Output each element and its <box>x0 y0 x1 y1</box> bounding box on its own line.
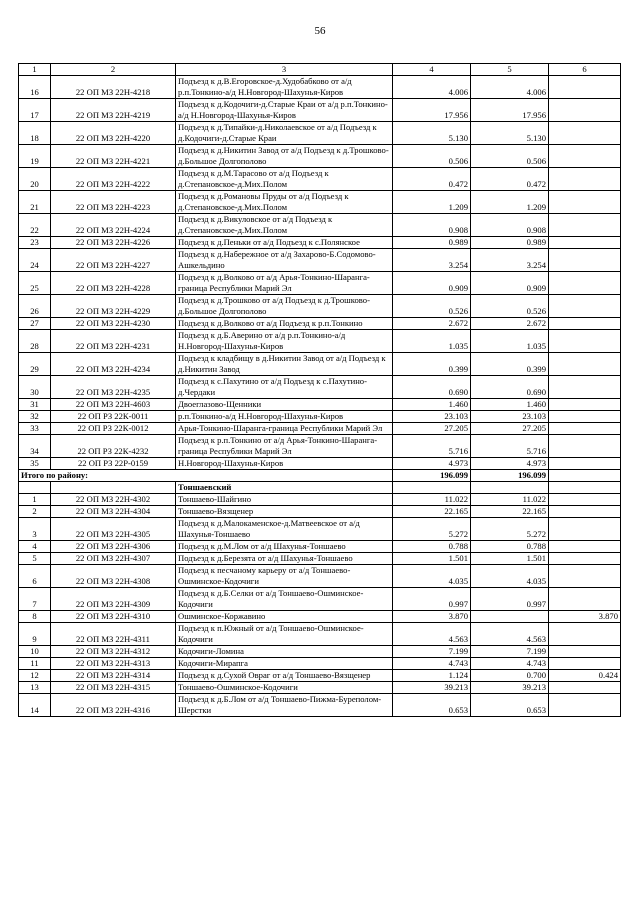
row-number: 13 <box>19 682 51 694</box>
column-header: 5 <box>471 64 549 76</box>
table-row <box>19 272 621 295</box>
road-name: Подъезд к р.п.Тонкино от а/д Арья-Тонкино-Шаранга-граница Республики Марий Эл <box>176 435 393 458</box>
road-name: Кодочиги-Ломина <box>176 646 393 658</box>
road-name: Подъезд к д.Пеньки от а/д Подъезд к с.Полянское <box>176 237 393 249</box>
column-6 <box>549 145 621 168</box>
column-4: 0.399 <box>393 353 471 376</box>
row-number: 23 <box>19 237 51 249</box>
column-5: 11.022 <box>471 494 549 506</box>
table-row <box>19 553 621 565</box>
column-6 <box>549 435 621 458</box>
road-name: р.п.Тонкино-а/д Н.Новгород-Шахунья-Киров <box>176 411 393 423</box>
district-total-row <box>19 470 621 482</box>
row-number: 19 <box>19 145 51 168</box>
column-4: 5.716 <box>393 435 471 458</box>
page-number: 56 <box>314 25 326 37</box>
column-6 <box>549 506 621 518</box>
road-name: Подъезд к песчаному карьеру от а/д Тоншаево-Ошминское-Кодочиги <box>176 565 393 588</box>
column-4 <box>393 482 471 494</box>
column-5 <box>471 611 549 623</box>
column-6 <box>549 122 621 145</box>
road-code: 22 ОП МЗ 22Н-4312 <box>51 646 176 658</box>
row-number: 18 <box>19 122 51 145</box>
column-6: 3.870 <box>549 611 621 623</box>
road-name: Подъезд к д.Никитин Завод от а/д Подъезд к д.Трошково-д.Большое Долгополово <box>176 145 393 168</box>
road-name: Арья-Тонкино-Шаранга-граница Республики Марий Эл <box>176 423 393 435</box>
column-6 <box>549 658 621 670</box>
column-6 <box>549 646 621 658</box>
road-code: 22 ОП МЗ 22Н-4229 <box>51 295 176 318</box>
road-name: Кодочиги-Мирапга <box>176 658 393 670</box>
column-6 <box>549 623 621 646</box>
column-5: 0.506 <box>471 145 549 168</box>
road-code: 22 ОП МЗ 22Н-4308 <box>51 565 176 588</box>
road-code: 22 ОП МЗ 22Н-4305 <box>51 518 176 541</box>
table-row <box>19 423 621 435</box>
table-row <box>19 435 621 458</box>
column-6 <box>549 272 621 295</box>
table-row <box>19 458 621 470</box>
road-name: Двоеглазово-Щенники <box>176 399 393 411</box>
road-code: 22 ОП МЗ 22Н-4603 <box>51 399 176 411</box>
row-number: 22 <box>19 214 51 237</box>
row-number: 16 <box>19 76 51 99</box>
table-row <box>19 506 621 518</box>
row-number: 6 <box>19 565 51 588</box>
total-column-4: 196.099 <box>393 470 471 482</box>
column-5: 0.788 <box>471 541 549 553</box>
row-number: 17 <box>19 99 51 122</box>
row-number: 32 <box>19 411 51 423</box>
column-4: 1.124 <box>393 670 471 682</box>
column-6 <box>549 330 621 353</box>
column-header: 2 <box>51 64 176 76</box>
column-5: 4.973 <box>471 458 549 470</box>
column-4: 0.989 <box>393 237 471 249</box>
road-code: 22 ОП МЗ 22Н-4310 <box>51 611 176 623</box>
table-row <box>19 145 621 168</box>
column-4: 5.272 <box>393 518 471 541</box>
road-name: Н.Новгород-Шахунья-Киров <box>176 458 393 470</box>
road-name: Подъезд к д.В.Егоровское-д.Худобабково от а/д р.п.Тонкино-а/д Н.Новгород-Шахунья-Киров <box>176 76 393 99</box>
road-code: 22 ОП МЗ 22Н-4304 <box>51 506 176 518</box>
table-row <box>19 541 621 553</box>
road-name: Подъезд к д.Малокаменское-д.Матвеевское от а/д Шахунья-Тоншаево <box>176 518 393 541</box>
table-row <box>19 399 621 411</box>
road-code: 22 ОП МЗ 22Н-4227 <box>51 249 176 272</box>
column-6 <box>549 76 621 99</box>
road-code: 22 ОП МЗ 22Н-4307 <box>51 553 176 565</box>
table-row <box>19 623 621 646</box>
table-row <box>19 611 621 623</box>
row-number: 26 <box>19 295 51 318</box>
column-6 <box>549 295 621 318</box>
column-header: 6 <box>549 64 621 76</box>
column-6 <box>549 694 621 717</box>
road-name: Подъезд к д.М.Лом от а/д Шахунья-Тоншаево <box>176 541 393 553</box>
road-code: 22 ОП МЗ 22Н-4314 <box>51 670 176 682</box>
road-code: 22 ОП МЗ 22Н-4302 <box>51 494 176 506</box>
road-code: 22 ОП МЗ 22Н-4219 <box>51 99 176 122</box>
column-6 <box>549 423 621 435</box>
column-6: 0.424 <box>549 670 621 682</box>
column-5: 0.997 <box>471 588 549 611</box>
row-number: 10 <box>19 646 51 658</box>
table-row <box>19 99 621 122</box>
column-5: 39.213 <box>471 682 549 694</box>
road-code: 22 ОП МЗ 22Н-4311 <box>51 623 176 646</box>
road-name: Подъезд к д.Набережное от а/д Захарово-Б.Содомово-Ашкельдино <box>176 249 393 272</box>
table-row <box>19 122 621 145</box>
column-4: 0.788 <box>393 541 471 553</box>
road-code: 22 ОП МЗ 22Н-4218 <box>51 76 176 99</box>
road-name: Подъезд к д.Кодочиги-д.Старые Краи от а/д р.п.Тонкино-а/д Н.Новгород-Шахунья-Киров <box>176 99 393 122</box>
column-5: 4.563 <box>471 623 549 646</box>
row-number: 3 <box>19 518 51 541</box>
table-row <box>19 191 621 214</box>
road-code: 22 ОП МЗ 22Н-4234 <box>51 353 176 376</box>
column-6 <box>549 249 621 272</box>
column-5: 4.035 <box>471 565 549 588</box>
column-4: 0.908 <box>393 214 471 237</box>
row-number: 31 <box>19 399 51 411</box>
column-4: 4.743 <box>393 658 471 670</box>
column-5: 1.460 <box>471 399 549 411</box>
table-row <box>19 588 621 611</box>
column-4: 4.973 <box>393 458 471 470</box>
row-number: 11 <box>19 658 51 670</box>
road-code: 22 ОП РЗ 22Р-0159 <box>51 458 176 470</box>
row-number: 7 <box>19 588 51 611</box>
column-5: 0.989 <box>471 237 549 249</box>
column-5: 22.165 <box>471 506 549 518</box>
table-row <box>19 411 621 423</box>
column-5 <box>471 482 549 494</box>
table-row <box>19 353 621 376</box>
column-4: 11.022 <box>393 494 471 506</box>
total-label: Итого по району: <box>19 470 393 482</box>
column-6 <box>549 565 621 588</box>
road-code: 22 ОП МЗ 22Н-4309 <box>51 588 176 611</box>
road-code: 22 ОП МЗ 22Н-4313 <box>51 658 176 670</box>
column-5: 5.272 <box>471 518 549 541</box>
road-code: 22 ОП РЗ 22К-0011 <box>51 411 176 423</box>
column-6 <box>549 588 621 611</box>
column-header: 4 <box>393 64 471 76</box>
road-code: 22 ОП РЗ 22К-4232 <box>51 435 176 458</box>
column-6 <box>549 411 621 423</box>
column-5: 3.254 <box>471 249 549 272</box>
column-5: 27.205 <box>471 423 549 435</box>
column-5: 0.690 <box>471 376 549 399</box>
column-6 <box>549 541 621 553</box>
column-6 <box>549 518 621 541</box>
column-4: 1.460 <box>393 399 471 411</box>
column-4: 3.870 <box>393 611 471 623</box>
column-4: 0.653 <box>393 694 471 717</box>
column-4: 17.956 <box>393 99 471 122</box>
road-name: Подъезд к д.Викуловское от а/д Подъезд к д.Степановское-д.Мих.Полом <box>176 214 393 237</box>
row-number: 12 <box>19 670 51 682</box>
road-name: Подъезд к д.Романовы Пруды от а/д Подъезд к д.Степановское-д.Мих.Полом <box>176 191 393 214</box>
road-code: 22 ОП МЗ 22Н-4226 <box>51 237 176 249</box>
road-code: 22 ОП РЗ 22К-0012 <box>51 423 176 435</box>
row-number: 8 <box>19 611 51 623</box>
column-5: 0.526 <box>471 295 549 318</box>
district-header-row <box>19 482 621 494</box>
column-6 <box>549 482 621 494</box>
row-number: 14 <box>19 694 51 717</box>
column-5: 23.103 <box>471 411 549 423</box>
road-name: Подъезд к д.Сухой Овраг от а/д Тоншаево-Вязщенер <box>176 670 393 682</box>
row-number: 24 <box>19 249 51 272</box>
column-4: 0.506 <box>393 145 471 168</box>
road-name: Тоншаево-Ошминское-Кодочиги <box>176 682 393 694</box>
road-code: 22 ОП МЗ 22Н-4222 <box>51 168 176 191</box>
row-number: 29 <box>19 353 51 376</box>
table-row <box>19 565 621 588</box>
column-5: 4.006 <box>471 76 549 99</box>
table-row <box>19 214 621 237</box>
column-4: 7.199 <box>393 646 471 658</box>
row-number: 28 <box>19 330 51 353</box>
road-code: 22 ОП МЗ 22Н-4235 <box>51 376 176 399</box>
column-6 <box>549 458 621 470</box>
table-row <box>19 670 621 682</box>
road-code: 22 ОП МЗ 22Н-4315 <box>51 682 176 694</box>
column-5: 1.035 <box>471 330 549 353</box>
column-5: 1.501 <box>471 553 549 565</box>
table-row <box>19 694 621 717</box>
column-4: 0.997 <box>393 588 471 611</box>
road-name: Подъезд к д.Б.Аверино от а/д р.п.Тонкино-а/д Н.Новгород-Шахунья-Киров <box>176 330 393 353</box>
row-number: 4 <box>19 541 51 553</box>
column-6 <box>549 191 621 214</box>
column-4: 0.526 <box>393 295 471 318</box>
row-number: 25 <box>19 272 51 295</box>
road-code: 22 ОП МЗ 22Н-4316 <box>51 694 176 717</box>
column-4: 4.035 <box>393 565 471 588</box>
column-5: 0.700 <box>471 670 549 682</box>
row-number: 21 <box>19 191 51 214</box>
road-name: Подъезд к д.Б.Селки от а/д Тоншаево-Ошминское-Кодочиги <box>176 588 393 611</box>
road-code: 22 ОП МЗ 22Н-4224 <box>51 214 176 237</box>
row-number: 1 <box>19 494 51 506</box>
row-number: 5 <box>19 553 51 565</box>
road-code: 22 ОП МЗ 22Н-4223 <box>51 191 176 214</box>
column-5: 17.956 <box>471 99 549 122</box>
column-4: 0.690 <box>393 376 471 399</box>
column-4: 1.501 <box>393 553 471 565</box>
column-6 <box>549 214 621 237</box>
road-name: Подъезд к д.М.Тарасово от а/д Подъезд к д.Степановское-д.Мих.Полом <box>176 168 393 191</box>
column-4: 2.672 <box>393 318 471 330</box>
total-column-6 <box>549 470 621 482</box>
road-name: Подъезд к кладбищу в д.Никитин Завод от а/д Подъезд к д.Никитин Завод <box>176 353 393 376</box>
row-number: 33 <box>19 423 51 435</box>
table-row <box>19 376 621 399</box>
column-4: 4.006 <box>393 76 471 99</box>
column-4: 3.254 <box>393 249 471 272</box>
road-name: Подъезд к д.Б.Лом от а/д Тоншаево-Пижма-Буреполом-Шерстки <box>176 694 393 717</box>
column-5: 2.672 <box>471 318 549 330</box>
column-4: 4.563 <box>393 623 471 646</box>
column-4: 5.130 <box>393 122 471 145</box>
column-6 <box>549 376 621 399</box>
table-row <box>19 330 621 353</box>
column-5: 5.130 <box>471 122 549 145</box>
district-name: Тоншаевский <box>176 482 393 494</box>
road-code <box>51 482 176 494</box>
road-name: Тоншаево-Шайгино <box>176 494 393 506</box>
table-row <box>19 318 621 330</box>
road-name: Подъезд к д.Трошково от а/д Подъезд к д.Трошково-д.Большое Долгополово <box>176 295 393 318</box>
column-6 <box>549 237 621 249</box>
column-6 <box>549 99 621 122</box>
road-code: 22 ОП МЗ 22Н-4221 <box>51 145 176 168</box>
column-4: 27.205 <box>393 423 471 435</box>
roads-table <box>18 63 621 717</box>
row-number: 20 <box>19 168 51 191</box>
column-4: 1.035 <box>393 330 471 353</box>
road-code: 22 ОП МЗ 22Н-4306 <box>51 541 176 553</box>
column-header-row <box>19 64 621 76</box>
row-number: 35 <box>19 458 51 470</box>
row-number: 2 <box>19 506 51 518</box>
road-name: Подъезд к с.Пахутино от а/д Подъезд к с.Пахутино-д.Чердаки <box>176 376 393 399</box>
column-6 <box>549 399 621 411</box>
road-name: Подъезд к д.Типайки-д.Николаевское от а/д Подъезд к д.Кодочиги-д.Старые Краи <box>176 122 393 145</box>
road-name: Ошминское-Коржавино <box>176 611 393 623</box>
column-header: 3 <box>176 64 393 76</box>
table-row <box>19 658 621 670</box>
column-header: 1 <box>19 64 51 76</box>
column-5: 4.743 <box>471 658 549 670</box>
row-number: 9 <box>19 623 51 646</box>
column-5: 0.909 <box>471 272 549 295</box>
table-row <box>19 494 621 506</box>
column-4: 39.213 <box>393 682 471 694</box>
column-6 <box>549 553 621 565</box>
road-code: 22 ОП МЗ 22Н-4228 <box>51 272 176 295</box>
road-name: Подъезд к д.Волково от а/д Подъезд к р.п.Тонкино <box>176 318 393 330</box>
column-5: 0.399 <box>471 353 549 376</box>
column-5: 7.199 <box>471 646 549 658</box>
column-5: 1.209 <box>471 191 549 214</box>
column-5: 0.653 <box>471 694 549 717</box>
column-4: 0.909 <box>393 272 471 295</box>
table-row <box>19 168 621 191</box>
column-4: 23.103 <box>393 411 471 423</box>
road-code: 22 ОП МЗ 22Н-4220 <box>51 122 176 145</box>
column-6 <box>549 682 621 694</box>
road-name: Подъезд к д.Волково от а/д Арья-Тонкино-Шаранга-граница Республики Марий Эл <box>176 272 393 295</box>
table-row <box>19 518 621 541</box>
road-code: 22 ОП МЗ 22Н-4231 <box>51 330 176 353</box>
column-4: 1.209 <box>393 191 471 214</box>
row-number: 30 <box>19 376 51 399</box>
table-row <box>19 295 621 318</box>
column-6 <box>549 168 621 191</box>
row-number: 27 <box>19 318 51 330</box>
table-row <box>19 249 621 272</box>
column-6 <box>549 353 621 376</box>
table-row <box>19 237 621 249</box>
road-name: Подъезд к п.Южный от а/д Тоншаево-Ошминское-Кодочиги <box>176 623 393 646</box>
column-5: 0.472 <box>471 168 549 191</box>
column-6 <box>549 494 621 506</box>
table-row <box>19 682 621 694</box>
column-4: 22.165 <box>393 506 471 518</box>
column-6 <box>549 318 621 330</box>
road-name: Подъезд к д.Березята от а/д Шахунья-Тоншаево <box>176 553 393 565</box>
column-5: 5.716 <box>471 435 549 458</box>
row-number: 34 <box>19 435 51 458</box>
road-name: Тоншаево-Вязщенер <box>176 506 393 518</box>
total-column-5: 196.099 <box>471 470 549 482</box>
column-5: 0.908 <box>471 214 549 237</box>
column-4: 0.472 <box>393 168 471 191</box>
row-number <box>19 482 51 494</box>
road-code: 22 ОП МЗ 22Н-4230 <box>51 318 176 330</box>
table-row <box>19 646 621 658</box>
table-row <box>19 76 621 99</box>
